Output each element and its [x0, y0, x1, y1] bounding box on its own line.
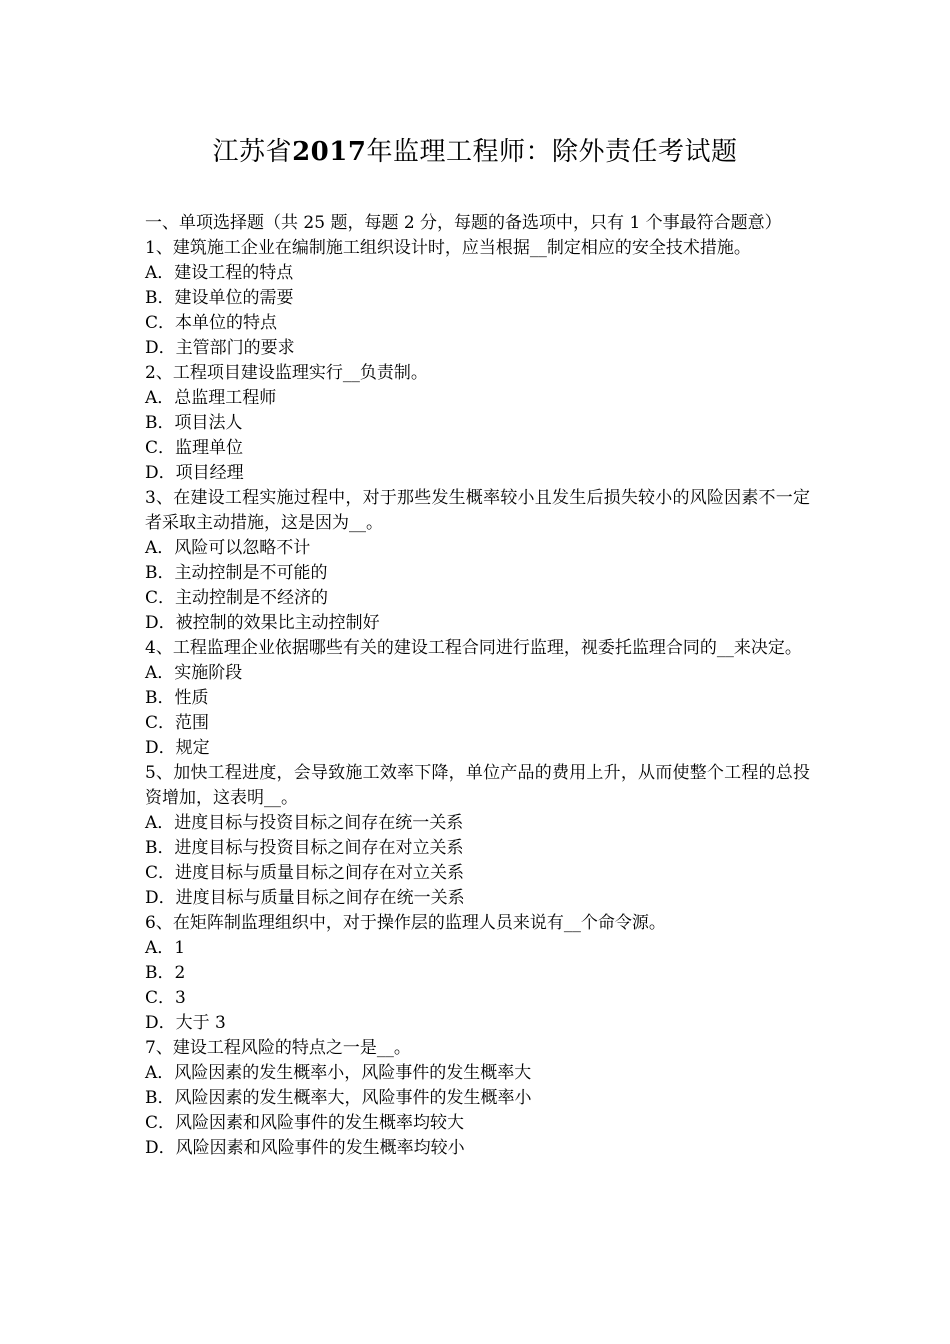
- option-d: D．主管部门的要求: [145, 338, 295, 358]
- question-4: [145, 636, 810, 761]
- option-b: B．进度目标与投资目标之间存在对立关系: [145, 838, 464, 858]
- question-stem: 2、工程项目建设监理实行__负责制。: [145, 363, 428, 383]
- title-suffix: 年监理工程师：除外责任考试题: [366, 137, 738, 167]
- option-d: D．规定: [145, 738, 210, 758]
- question-2: [145, 361, 810, 486]
- option-c: C．进度目标与质量目标之间存在对立关系: [145, 863, 465, 883]
- question-6: [145, 911, 810, 1036]
- option-c: C．3: [145, 988, 186, 1008]
- option-c: C．范围: [145, 713, 210, 733]
- option-c: C．本单位的特点: [145, 313, 278, 333]
- option-a: A．1: [145, 938, 186, 958]
- option-a: A．进度目标与投资目标之间存在统一关系: [145, 813, 464, 833]
- question-7: [145, 1036, 810, 1161]
- option-b: B．建设单位的需要: [145, 288, 294, 308]
- title-prefix: 江苏省: [212, 137, 293, 167]
- document-title: [0, 134, 950, 170]
- question-stem: 7、建设工程风险的特点之一是__。: [145, 1038, 411, 1058]
- option-c: C．监理单位: [145, 438, 244, 458]
- option-d: D．项目经理: [145, 463, 244, 483]
- option-a: A．总监理工程师: [145, 388, 277, 408]
- question-stem: 1、建筑施工企业在编制施工组织设计时，应当根据__制定相应的安全技术措施。: [145, 238, 751, 258]
- question-1: [145, 236, 810, 361]
- option-c: C．主动控制是不经济的: [145, 588, 329, 608]
- option-a: A．建设工程的特点: [145, 263, 294, 283]
- question-5: [145, 761, 810, 911]
- option-b: B．性质: [145, 688, 209, 708]
- question-stem: 5、加快工程进度，会导致施工效率下降，单位产品的费用上升，从而使整个工程的总投资增加，这表明__。: [145, 763, 810, 808]
- question-stem: 3、在建设工程实施过程中，对于那些发生概率较小且发生后损失较小的风险因素不一定者采取主动措施，这是因为__。: [145, 488, 810, 533]
- question-stem: 4、工程监理企业依据哪些有关的建设工程合同进行监理，视委托监理合同的__来决定。: [145, 638, 802, 658]
- option-a: A．实施阶段: [145, 663, 243, 683]
- document-body: [145, 211, 810, 1161]
- question-3: [145, 486, 810, 636]
- title-year: 2017: [292, 137, 367, 167]
- option-b: B．项目法人: [145, 413, 243, 433]
- option-b: B．风险因素的发生概率大，风险事件的发生概率小: [145, 1088, 532, 1108]
- option-b: B．2: [145, 963, 186, 983]
- question-stem: 6、在矩阵制监理组织中，对于操作层的监理人员来说有__个命令源。: [145, 913, 666, 933]
- option-a: A．风险因素的发生概率小，风险事件的发生概率大: [145, 1063, 532, 1083]
- section-heading: 一、单项选择题（共 25 题，每题 2 分，每题的备选项中，只有 1 个事最符合题意）: [145, 213, 782, 233]
- option-d: D．风险因素和风险事件的发生概率均较小: [145, 1138, 465, 1158]
- option-b: B．主动控制是不可能的: [145, 563, 328, 583]
- option-d: D．大于 3: [145, 1013, 226, 1033]
- option-a: A．风险可以忽略不计: [145, 538, 311, 558]
- option-d: D．被控制的效果比主动控制好: [145, 613, 380, 633]
- option-d: D．进度目标与质量目标之间存在统一关系: [145, 888, 465, 908]
- option-c: C．风险因素和风险事件的发生概率均较大: [145, 1113, 465, 1133]
